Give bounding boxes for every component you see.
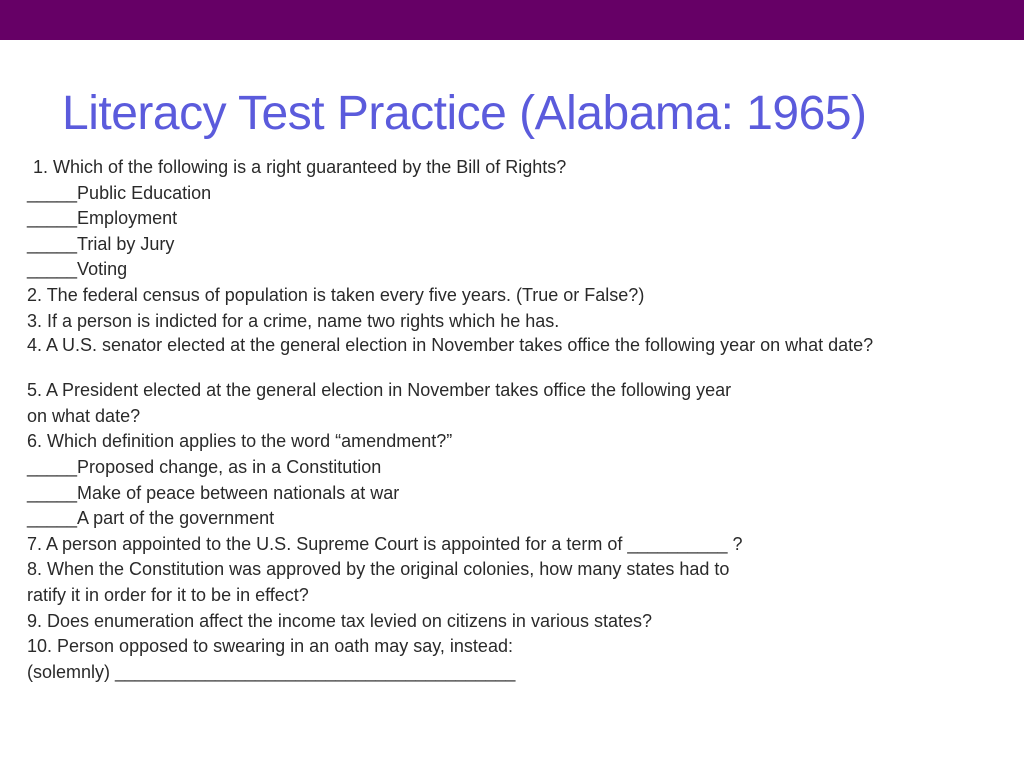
question-10-answer-blank: (solemnly) ________________________________________ bbox=[27, 661, 516, 682]
slide-title: Literacy Test Practice (Alabama: 1965) bbox=[62, 87, 867, 140]
question-6: 6. Which definition applies to the word “amendment?” bbox=[27, 431, 453, 452]
question-8-continued: ratify it in order for it to be in effect? bbox=[27, 584, 309, 605]
answer-option-make-of-peace: _____Make of peace between nationals at war bbox=[27, 482, 400, 503]
question-7: 7. A person appointed to the U.S. Supreme Court is appointed for a term of __________ ? bbox=[27, 533, 743, 554]
question-5-continued: on what date? bbox=[27, 405, 141, 426]
answer-option-proposed-change: _____Proposed change, as in a Constitution bbox=[27, 456, 382, 477]
answer-option-public-education: _____Public Education bbox=[27, 182, 212, 203]
answer-option-part-of-government: _____A part of the government bbox=[27, 508, 275, 529]
question-4: 4. A U.S. senator elected at the general election in November takes office the following year on what date? bbox=[27, 335, 874, 356]
question-1: 1. Which of the following is a right guaranteed by the Bill of Rights? bbox=[33, 157, 567, 177]
question-list bbox=[27, 155, 997, 685]
answer-option-trial-by-jury: _____Trial by Jury bbox=[27, 233, 175, 254]
accent-bar bbox=[0, 0, 1024, 40]
question-10: 10. Person opposed to swearing in an oath may say, instead: bbox=[27, 636, 513, 657]
answer-option-employment: _____Employment bbox=[27, 208, 178, 229]
question-2: 2. The federal census of population is taken every five years. (True or False?) bbox=[27, 284, 645, 305]
question-9: 9. Does enumeration affect the income tax levied on citizens in various states? bbox=[27, 610, 653, 631]
answer-option-voting: _____Voting bbox=[27, 259, 128, 280]
question-3: 3. If a person is indicted for a crime, name two rights which he has. bbox=[27, 310, 560, 331]
question-5: 5. A President elected at the general election in November takes office the following year bbox=[27, 380, 732, 401]
question-8: 8. When the Constitution was approved by the original colonies, how many states had to bbox=[27, 559, 730, 580]
